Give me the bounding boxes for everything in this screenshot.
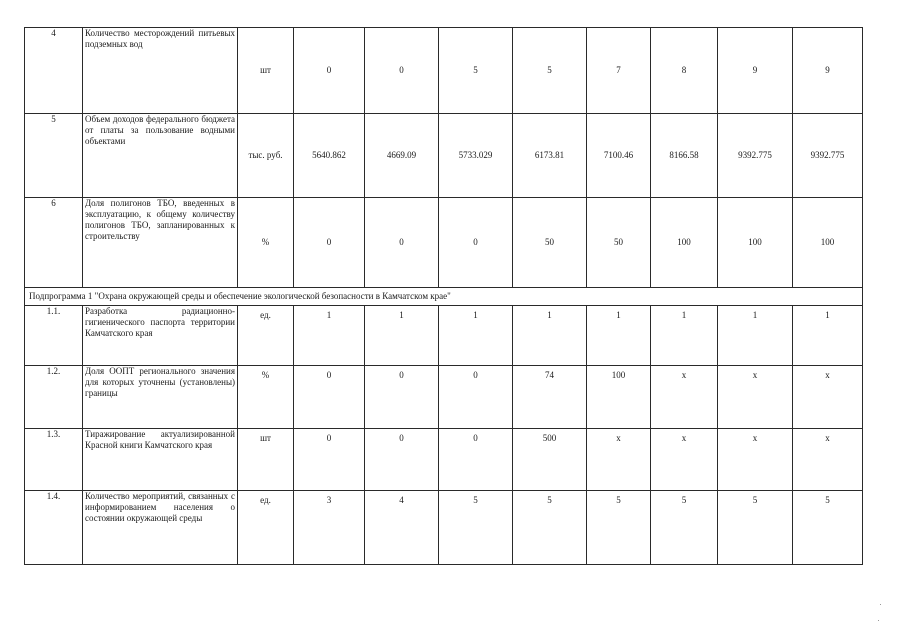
indicator-name: Доля ООПТ регионального значения для которых уточнены (установлены) границы	[83, 366, 238, 429]
value-cell: 9	[793, 28, 863, 114]
indicator-name: Доля полигонов ТБО, введенных в эксплуатацию, к общему количеству полигонов ТБО, запланированных к строительству	[83, 198, 238, 288]
subprogram-row	[25, 288, 863, 306]
value-cell: х	[587, 429, 651, 491]
unit-cell: %	[238, 198, 294, 288]
value-cell: 0	[439, 429, 513, 491]
unit-cell: шт	[238, 28, 294, 114]
value-cell: 50	[513, 198, 587, 288]
indicators-table	[24, 27, 863, 565]
value-cell: 0	[365, 429, 439, 491]
value-cell: х	[651, 429, 718, 491]
value-cell: х	[793, 429, 863, 491]
value-cell: 5	[718, 491, 793, 565]
value-cell: х	[718, 429, 793, 491]
value-cell: 1	[294, 306, 365, 366]
value-cell: 9	[718, 28, 793, 114]
value-cell: 9392.775	[718, 114, 793, 198]
value-cell: 100	[718, 198, 793, 288]
value-cell: 0	[365, 198, 439, 288]
value-cell: 4	[365, 491, 439, 565]
value-cell: 500	[513, 429, 587, 491]
value-cell: 5	[439, 28, 513, 114]
value-cell: 74	[513, 366, 587, 429]
value-cell: х	[651, 366, 718, 429]
unit-cell: ед.	[238, 491, 294, 565]
value-cell: 5640.862	[294, 114, 365, 198]
value-cell: 1	[718, 306, 793, 366]
indicator-name: Количество месторождений питьевых подземных вод	[83, 28, 238, 114]
table-row	[25, 28, 863, 114]
table-row	[25, 306, 863, 366]
value-cell: 0	[439, 198, 513, 288]
table-row	[25, 114, 863, 198]
unit-cell: тыс. руб.	[238, 114, 294, 198]
value-cell: 7100.46	[587, 114, 651, 198]
row-number: 1.3.	[25, 429, 83, 491]
value-cell: 6173.81	[513, 114, 587, 198]
value-cell: 1	[513, 306, 587, 366]
value-cell: 3	[294, 491, 365, 565]
value-cell: 7	[587, 28, 651, 114]
value-cell: 5	[587, 491, 651, 565]
value-cell: 100	[793, 198, 863, 288]
value-cell: 4669.09	[365, 114, 439, 198]
unit-cell: %	[238, 366, 294, 429]
row-number: 4	[25, 28, 83, 114]
unit-cell: ед.	[238, 306, 294, 366]
value-cell: 1	[587, 306, 651, 366]
value-cell: 9392.775	[793, 114, 863, 198]
indicator-name: Количество мероприятий, связанных с информированием населения о состоянии окружающей среды	[83, 491, 238, 565]
value-cell: 100	[651, 198, 718, 288]
value-cell: 5	[513, 491, 587, 565]
value-cell: 1	[439, 306, 513, 366]
value-cell: 0	[439, 366, 513, 429]
value-cell: 5	[439, 491, 513, 565]
row-number: 6	[25, 198, 83, 288]
value-cell: 1	[793, 306, 863, 366]
value-cell: 0	[365, 28, 439, 114]
table-row	[25, 198, 863, 288]
row-number: 1.4.	[25, 491, 83, 565]
scan-speck	[880, 604, 881, 605]
scan-speck	[878, 620, 879, 621]
table-row	[25, 429, 863, 491]
value-cell: 5	[651, 491, 718, 565]
value-cell: 50	[587, 198, 651, 288]
subprogram-title: Подпрограмма 1 "Охрана окружающей среды и обеспечение экологической безопасности в Камчатском крае"	[25, 288, 863, 306]
indicator-name: Объем доходов федерального бюджета от платы за пользование водными объектами	[83, 114, 238, 198]
value-cell: 0	[294, 28, 365, 114]
value-cell: х	[718, 366, 793, 429]
table-row	[25, 491, 863, 565]
value-cell: 1	[365, 306, 439, 366]
indicator-name: Тиражирование актуализированной Красной книги Камчатского края	[83, 429, 238, 491]
indicator-name: Разработка радиационно-гигиенического паспорта территории Камчатского края	[83, 306, 238, 366]
value-cell: 0	[365, 366, 439, 429]
value-cell: х	[793, 366, 863, 429]
value-cell: 0	[294, 429, 365, 491]
value-cell: 8	[651, 28, 718, 114]
table-row	[25, 366, 863, 429]
value-cell: 5733.029	[439, 114, 513, 198]
value-cell: 5	[793, 491, 863, 565]
value-cell: 0	[294, 366, 365, 429]
row-number: 5	[25, 114, 83, 198]
unit-cell: шт	[238, 429, 294, 491]
value-cell: 1	[651, 306, 718, 366]
row-number: 1.1.	[25, 306, 83, 366]
value-cell: 5	[513, 28, 587, 114]
value-cell: 8166.58	[651, 114, 718, 198]
value-cell: 0	[294, 198, 365, 288]
row-number: 1.2.	[25, 366, 83, 429]
value-cell: 100	[587, 366, 651, 429]
